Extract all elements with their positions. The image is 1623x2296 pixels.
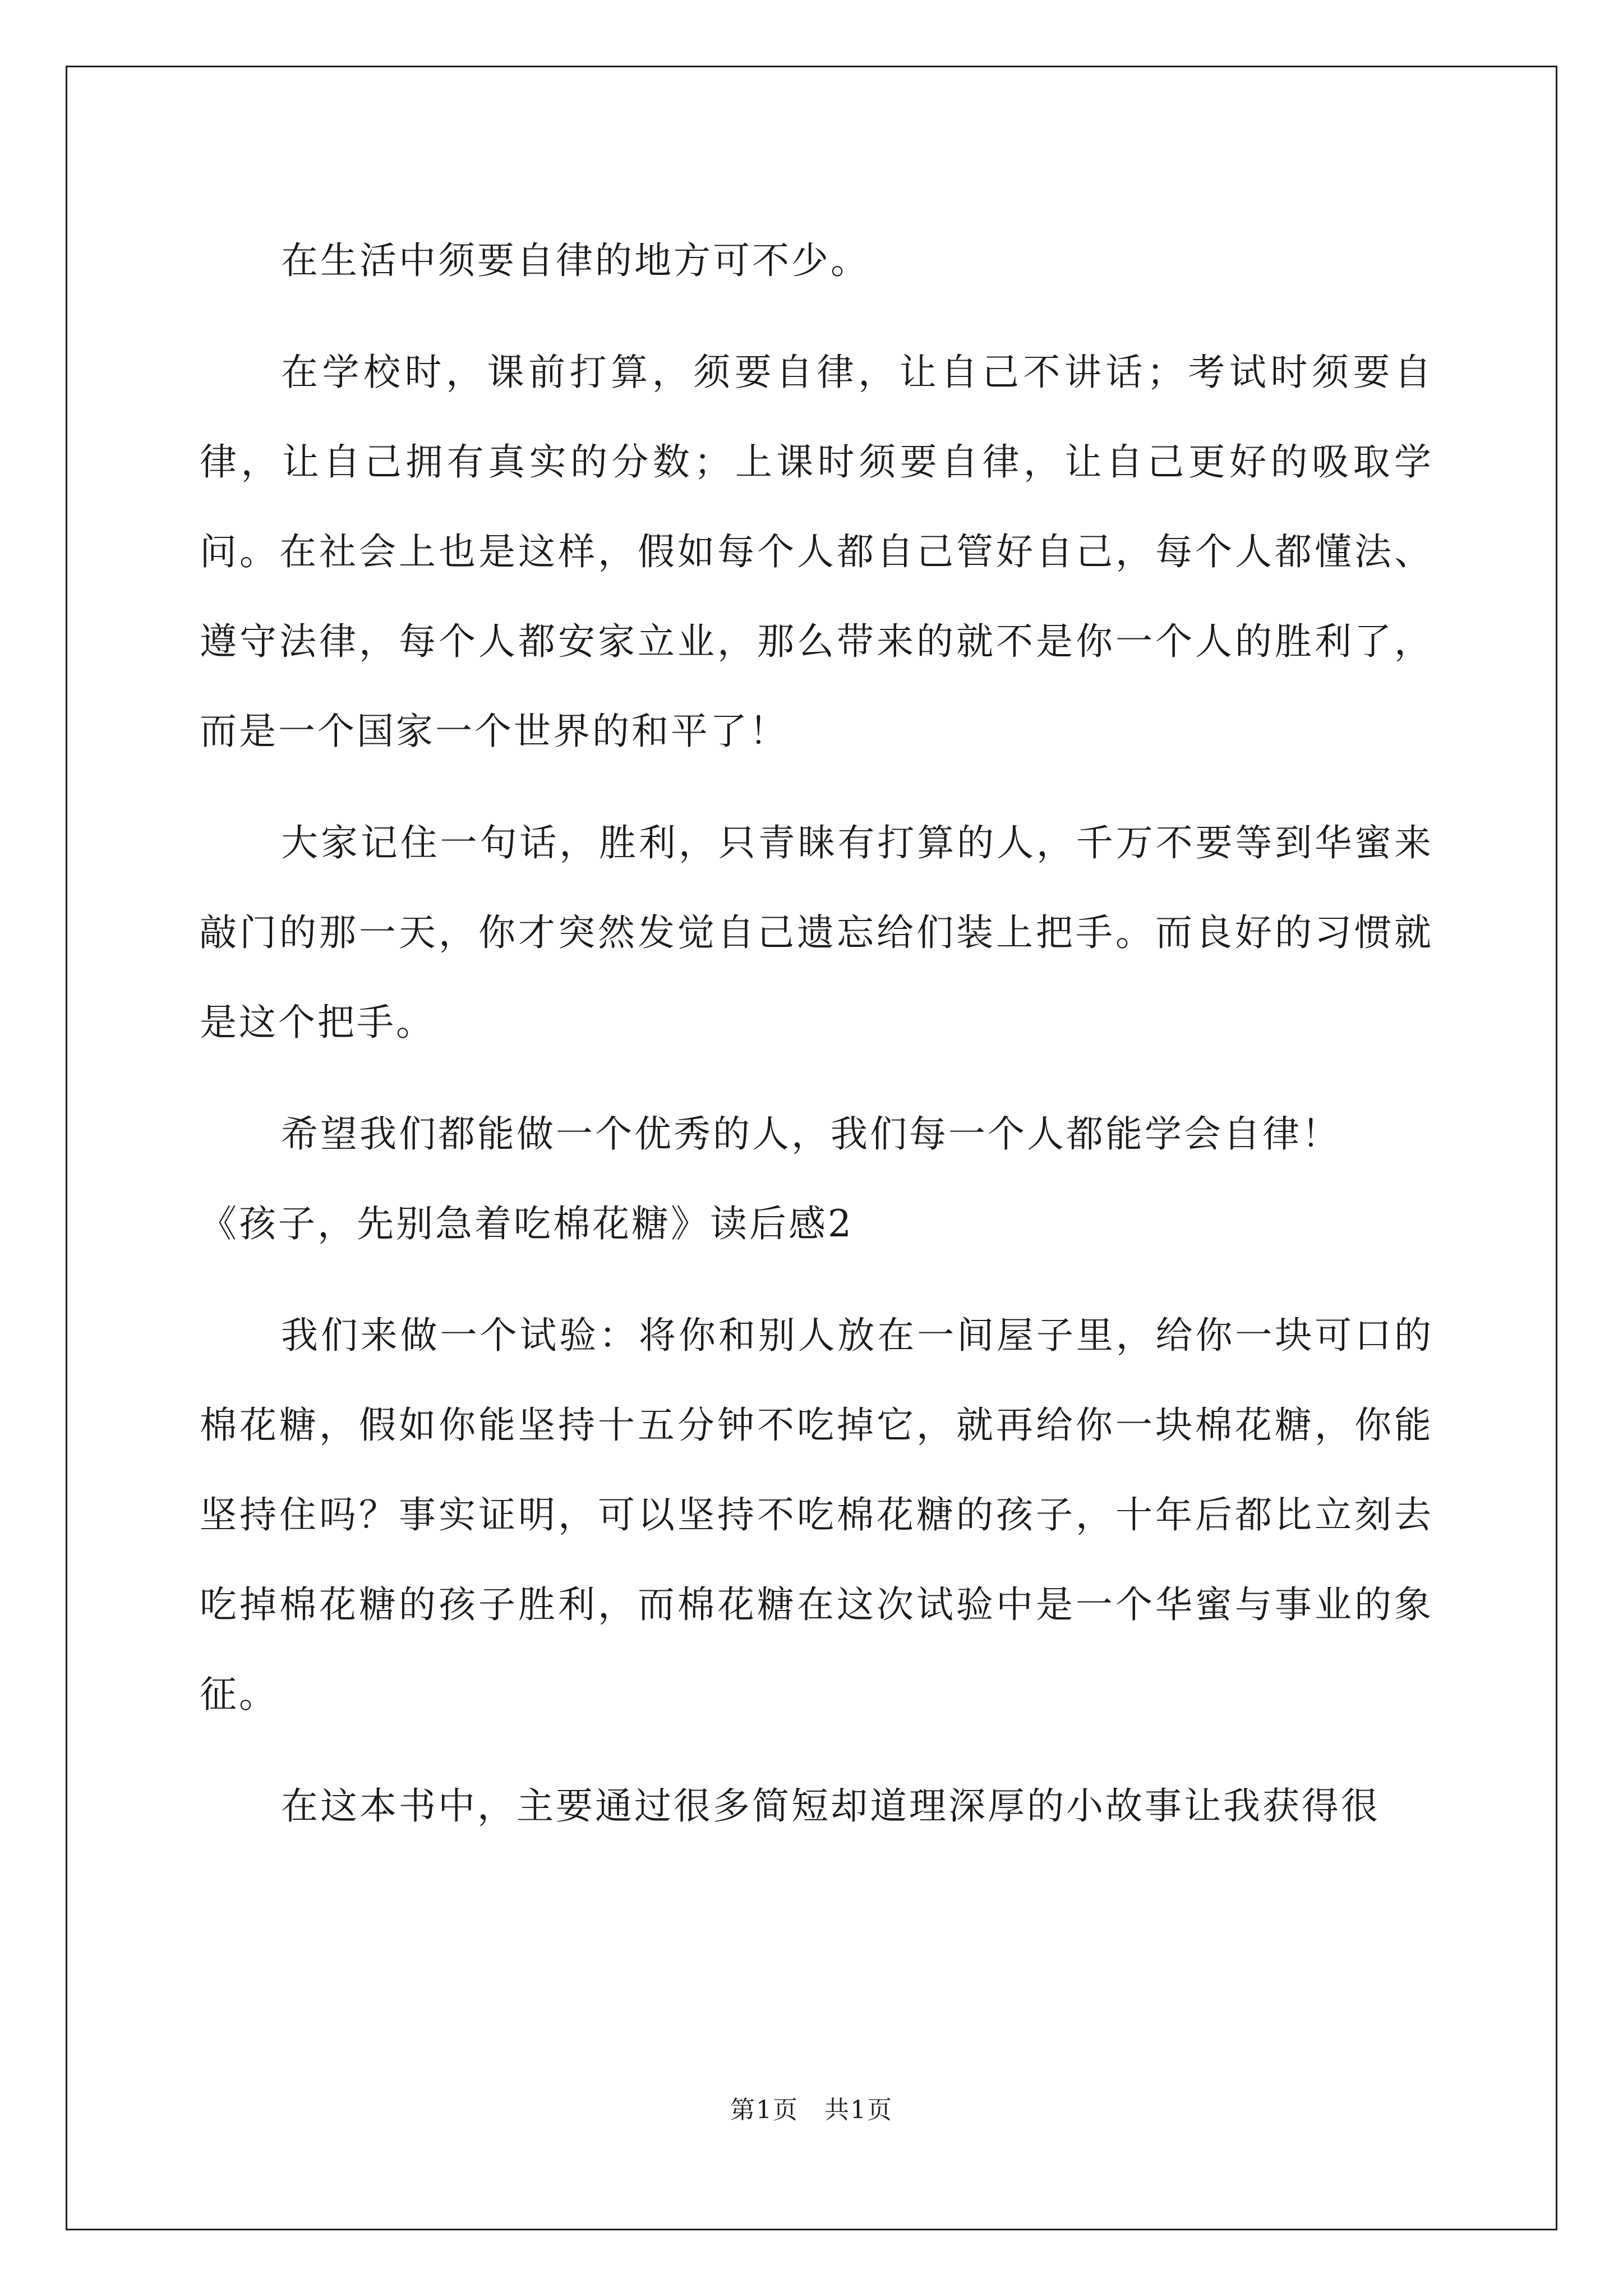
paragraph: 我们来做一个试验：将你和别人放在一间屋子里，给你一块可口的棉花糖，假如你能坚持十五分钟不吃掉它，就再给你一块棉花糖，你能坚持住吗？事实证明，可以坚持不吃棉花糖的孩子，十年后都比立刻去吃掉棉花糖的孩子胜利，而棉花糖在这次试验中是一个华蜜与事业的象征。 xyxy=(200,1314,1433,1716)
paragraph: 在学校时，课前打算，须要自律，让自己不讲话；考试时须要自律，让自己拥有真实的分数；上课时须要自律，让自己更好的吸取学问。在社会上也是这样，假如每个人都自己管好自己，每个人都懂法、遵守法律，每个人都安家立业，那么带来的就不是你一个人的胜利了，而是一个国家一个世界的和平了！ xyxy=(200,351,1433,753)
document-body xyxy=(200,216,1433,1851)
paragraph: 在生活中须要自律的地方可不少。 xyxy=(281,239,870,282)
page-footer: 第1页 共1页 xyxy=(730,2096,893,2124)
section-heading: 《孩子，先别急着吃棉花糖》读后感2 xyxy=(200,1202,854,1245)
paragraph: 希望我们都能做一个优秀的人，我们每一个人都能学会自律！ xyxy=(281,1112,1341,1156)
paragraph: 在这本书中，主要通过很多简短却道理深厚的小故事让我获得很 xyxy=(281,1784,1380,1828)
paragraph: 大家记住一句话，胜利，只青睐有打算的人，千万不要等到华蜜来敲门的那一天，你才突然发觉自己遗忘给们装上把手。而良好的习惯就是这个把手。 xyxy=(200,821,1433,1044)
